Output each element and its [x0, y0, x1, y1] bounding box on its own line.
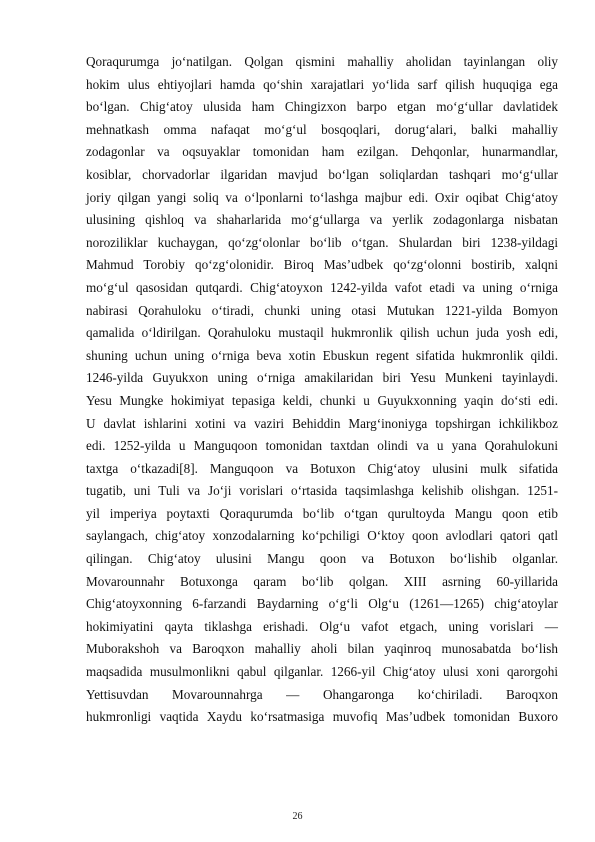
text-line: shuning uchun uning oʻrniga beva xotin Ebuskun regent sifatida hukmronlik qildi. — [86, 347, 558, 363]
text-line: qamalida oʻldirilgan. Qorahuloku mustaqil hukmronlik qilish uchun juda yosh edi, — [86, 325, 558, 341]
text-line: Movarounnahr Botuxonga qaram boʻlib qolgan. XIII asrning 60-yillarida — [86, 573, 558, 589]
text-line: nabirasi Qorahuloku oʻtiradi, chunki uning otasi Mutukan 1221-yilda Bomyon — [86, 302, 558, 318]
text-line: hokim ulus ehtiyojlari hamda qoʻshin xarajatlari yoʻlida sarf qilish huquqiga ega — [86, 76, 558, 92]
text-line: Yesu Mungke hokimiyat tepasiga keldi, chunki u Guyukxonning yaqin doʻsti edi. — [86, 392, 558, 408]
text-line: saylangach, chigʻatoy xonzodalarning koʻpchiligi Oʻktoy qoon avlodlari qatori qatl — [86, 528, 558, 544]
text-line: zodagonlar va oqsuyaklar tomonidan ham ezilgan. Dehqonlar, hunarmandlar, — [86, 144, 558, 160]
text-line: moʻgʻul qasosidan qutqardi. Chigʻatoyxon 1242-yilda vafot etadi va uning oʻrniga — [86, 279, 558, 295]
page-number: 26 — [292, 811, 303, 822]
text-line: noroziliklar kuchaygan, qoʻzgʻolonlar boʻlib oʻtgan. Shulardan biri 1238-yildagi — [86, 234, 558, 250]
text-line: hukmronligi vaqtida Xaydu koʻrsatmasiga muvofiq Masʼudbek tomonidan Buxoro — [86, 709, 558, 725]
text-line: hokimiyatini qayta tiklashga erishadi. Olgʻu vafot etgach, uning vorislari — — [86, 618, 558, 634]
text-line: Qoraqurumga joʻnatilgan. Qolgan qismini mahalliy aholidan tayinlangan oliy — [86, 54, 558, 69]
text-line: U davlat ishlarini xotini va vaziri Behiddin Margʻinoniyga topshirgan ichkilikboz — [86, 415, 558, 431]
text-line: taxtga oʻtkazadi[8]. Manguqoon va Botuxon Chigʻatoy ulusini mulk sifatida — [86, 460, 558, 476]
text-line: Mahmud Torobiy qoʻzgʻolonidir. Biroq Masʼudbek qoʻzgʻolonni bostirib, xalqni — [86, 257, 558, 273]
text-line: Muborakshoh va Baroqxon mahalliy aholi bilan yaqinroq munosabatda boʻlish — [86, 641, 558, 657]
text-line: tugatib, uni Tuli va Joʻji vorislari oʻrtasida taqsimlashga kelishib olishgan. 1251- — [86, 483, 558, 499]
body-text — [86, 51, 558, 729]
text-line: 1246-yilda Guyukxon uning oʻrniga amakilaridan biri Yesu Munkeni tayinlaydi. — [86, 370, 558, 386]
text-line: ulusining qishloq va shaharlarida moʻgʻullarga va yerlik zodagonlarga nisbatan — [86, 212, 558, 228]
text-line: Yettisuvdan Movarounnahrga — Ohangaronga koʻchiriladi. Baroqxon — [86, 686, 558, 702]
text-line: maqsadida musulmonlikni qabul qilganlar. 1266-yil Chigʻatoy ulusi xoni qarorgohi — [86, 664, 558, 680]
text-line: yil imperiya poytaxti Qoraqurumda boʻlib oʻtgan qurultoyda Mangu qoon etib — [86, 505, 558, 521]
text-line: qilingan. Chigʻatoy ulusini Mangu qoon va Botuxon boʻlishib olganlar. — [86, 551, 558, 567]
text-line: edi. 1252-yilda u Manguqoon tomonidan taxtdan olindi va u yana Qorahulokuni — [86, 438, 558, 454]
text-line: kosiblar, chorvadorlar ilgaridan mavjud boʻlgan soliqlardan tashqari moʻgʻullar — [86, 166, 558, 182]
text-line: joriy qilgan yangi soliq va oʻlponlarni toʻlashga majbur edi. Oxir oqibat Chigʻatoy — [86, 189, 558, 205]
text-line: Chigʻatoyxonning 6-farzandi Baydarning oʻgʻli Olgʻu (1261—1265) chigʻatoylar — [86, 596, 558, 612]
text-line: boʻlgan. Chigʻatoy ulusida ham Chingizxon barpo etgan moʻgʻullar davlatidek — [86, 99, 558, 115]
text-line: mehnatkash omma nafaqat moʻgʻul bosqoqlari, dorugʻalari, balki mahalliy — [86, 121, 558, 137]
